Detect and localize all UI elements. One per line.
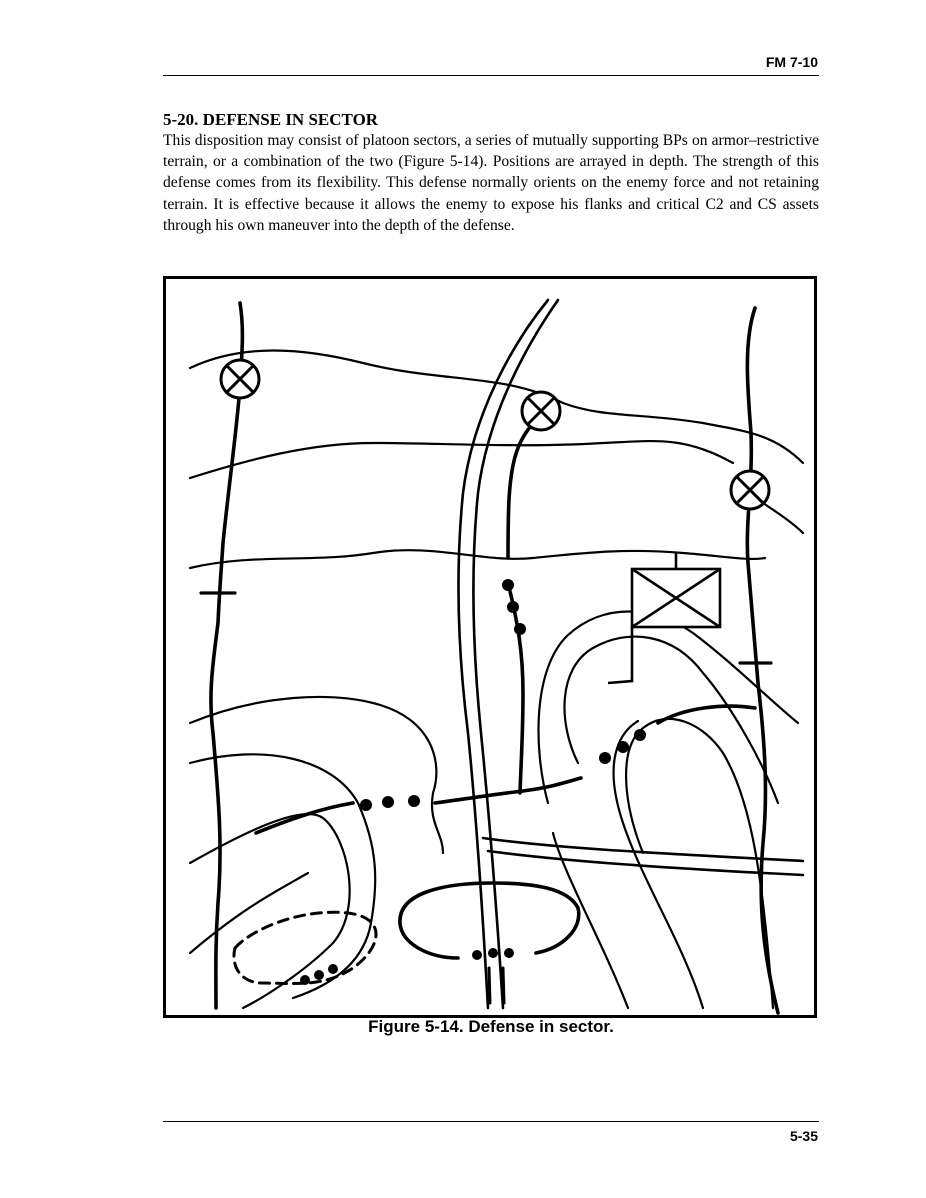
defense-sector-map — [166, 279, 814, 1015]
contour-line — [190, 697, 443, 853]
obstacle-x-circle-icon — [522, 392, 560, 430]
dot — [328, 964, 338, 974]
dot — [504, 948, 514, 958]
section-body: This disposition may consist of platoon sectors, a series of mutually supporting BPs on armor–restrictive terrain, or a combination of the two (Figure 5-14). Positions are arrayed in depth. The strength of this defense comes from its flexibility. This defense normally orients on the enemy force and not retaining terrain. It is effective because it allows the enemy to expose his flanks and critical C2 and CS assets through his own maneuver into the depth of the defense. — [163, 132, 819, 234]
defense-line-east — [658, 706, 755, 723]
dashed-assembly-outline — [234, 912, 376, 983]
defense-line-west — [256, 803, 353, 833]
dot — [617, 741, 629, 753]
dot — [472, 950, 482, 960]
dot — [634, 729, 646, 741]
dot — [300, 975, 310, 985]
figure-caption: Figure 5-14. Defense in sector. — [368, 1017, 614, 1036]
dot — [408, 795, 420, 807]
center-route-north — [508, 418, 538, 558]
header-rule — [163, 75, 819, 76]
unit-symbol-infantry-icon — [608, 553, 720, 683]
dot — [488, 948, 498, 958]
defense-line — [435, 778, 581, 803]
boundary-lines — [211, 303, 778, 1013]
dot — [514, 623, 526, 635]
contour-line — [190, 873, 308, 953]
dot — [507, 601, 519, 613]
contour-line — [190, 550, 765, 568]
page-number: 5-35 — [789, 1128, 818, 1144]
engagement-arc — [400, 883, 579, 958]
figure-5-14 — [163, 276, 817, 1018]
contour-line — [190, 814, 350, 1008]
dot — [382, 796, 394, 808]
right-boundary — [747, 308, 778, 1013]
dot — [599, 752, 611, 764]
contour-line — [763, 503, 803, 533]
dot — [360, 799, 372, 811]
section-title: 5-20. DEFENSE IN SECTOR — [163, 110, 379, 129]
contour-line — [190, 441, 733, 478]
obstacle-x-circle-icon — [221, 360, 259, 398]
contour-line — [190, 351, 803, 464]
running-header: FM 7-10 — [765, 54, 818, 70]
contour-line — [626, 719, 773, 1008]
center-route — [508, 583, 523, 793]
dot — [502, 579, 514, 591]
left-boundary — [211, 303, 242, 1008]
assembly-area — [234, 912, 376, 983]
dot — [314, 970, 324, 980]
obstacle-x-circle-icon — [731, 471, 769, 509]
section-5-20 — [163, 110, 819, 236]
footer-rule — [163, 1121, 819, 1122]
